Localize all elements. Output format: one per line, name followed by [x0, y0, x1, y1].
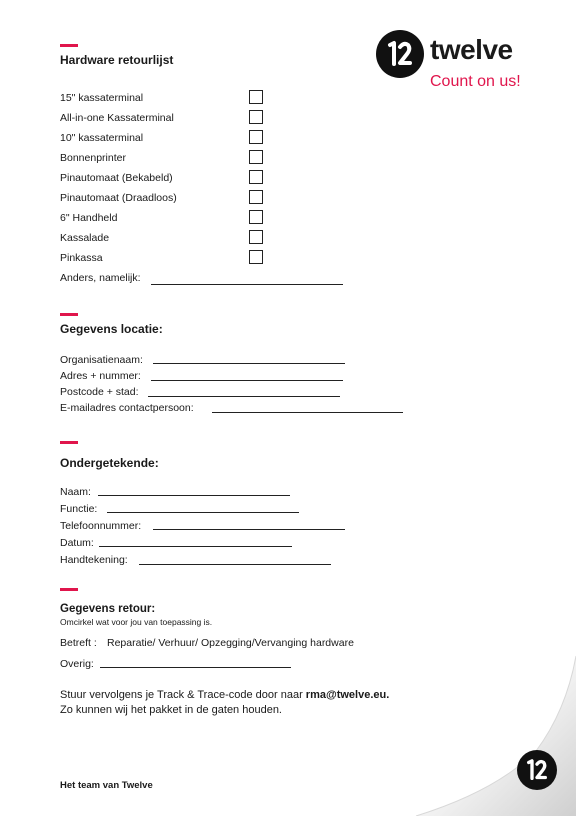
signee-field-line[interactable] [153, 529, 345, 530]
location-field-line[interactable] [212, 412, 403, 413]
hardware-item-checkbox[interactable] [249, 230, 263, 244]
hardware-item-checkbox[interactable] [249, 130, 263, 144]
footer-instruction-line2: Zo kunnen wij het pakket in de gaten houden. [60, 704, 282, 716]
section-accent-bar [60, 313, 78, 316]
section-accent-bar [60, 588, 78, 591]
hardware-item-checkbox[interactable] [249, 250, 263, 264]
footer-instruction-text: Stuur vervolgens je Track & Trace-code door naar [60, 689, 303, 701]
team-signoff: Het team van Twelve [60, 780, 153, 791]
return-title: Gegevens retour: [60, 603, 156, 615]
location-field-label: Postcode + stad: [60, 386, 139, 398]
section-accent-bar [60, 44, 78, 47]
return-email-link[interactable]: rma@twelve.eu. [305, 689, 390, 701]
hardware-item-label: Pinautomaat (Draadloos) [60, 192, 177, 204]
brand-slogan: Count on us! [430, 73, 521, 90]
return-subject-label: Betreft : [60, 637, 97, 649]
location-title: Gegevens locatie: [60, 322, 163, 336]
hardware-item-label: Pinautomaat (Bekabeld) [60, 172, 173, 184]
footer-instruction-line1 [60, 689, 389, 701]
location-field-label: Organisatienaam: [60, 354, 143, 366]
location-field-label: E-mailadres contactpersoon: [60, 402, 194, 414]
return-other-field[interactable] [100, 667, 291, 668]
signee-field-label: Datum: [60, 537, 94, 549]
hardware-item-label: 10" kassaterminal [60, 132, 144, 144]
hardware-item-label: 15" kassaterminal [60, 92, 144, 104]
signee-title: Ondergetekende: [60, 456, 159, 470]
location-field-label: Adres + nummer: [60, 370, 141, 382]
hardware-item-checkbox[interactable] [249, 210, 263, 224]
hardware-item-checkbox[interactable] [249, 190, 263, 204]
hardware-item-checkbox[interactable] [249, 110, 263, 124]
location-field-line[interactable] [153, 363, 345, 364]
signee-field-line[interactable] [99, 546, 292, 547]
signee-field-line[interactable] [107, 512, 299, 513]
return-instruction: Omcirkel wat voor jou van toepassing is. [60, 617, 213, 627]
hardware-other-label: Anders, namelijk: [60, 272, 141, 284]
signee-field-label: Handtekening: [60, 554, 128, 566]
return-subject-options[interactable]: Reparatie/ Verhuur/ Opzegging/Vervanging hardware [107, 637, 354, 649]
twelve-logo-icon [376, 30, 424, 78]
location-field-line[interactable] [148, 396, 340, 397]
hardware-item-label: All-in-one Kassaterminal [60, 112, 174, 124]
signee-field-line[interactable] [98, 495, 290, 496]
hardware-item-label: Pinkassa [60, 252, 103, 264]
hardware-item-checkbox[interactable] [249, 90, 263, 104]
hardware-item-label: Bonnenprinter [60, 152, 126, 164]
signee-field-label: Naam: [60, 486, 91, 498]
hardware-item-label: 6" Handheld [60, 212, 118, 224]
hardware-item-checkbox[interactable] [249, 170, 263, 184]
section-accent-bar [60, 441, 78, 444]
hardware-title: Hardware retourlijst [60, 53, 174, 67]
twelve-logo-icon [517, 750, 557, 790]
hardware-other-field[interactable] [151, 284, 343, 285]
hardware-item-label: Kassalade [60, 232, 110, 244]
location-field-line[interactable] [151, 380, 343, 381]
brand-name: twelve [430, 34, 513, 65]
signee-field-line[interactable] [139, 564, 331, 565]
hardware-item-checkbox[interactable] [249, 150, 263, 164]
return-other-label: Overig: [60, 658, 94, 670]
signee-field-label: Telefoonnummer: [60, 520, 142, 532]
signee-field-label: Functie: [60, 503, 98, 515]
